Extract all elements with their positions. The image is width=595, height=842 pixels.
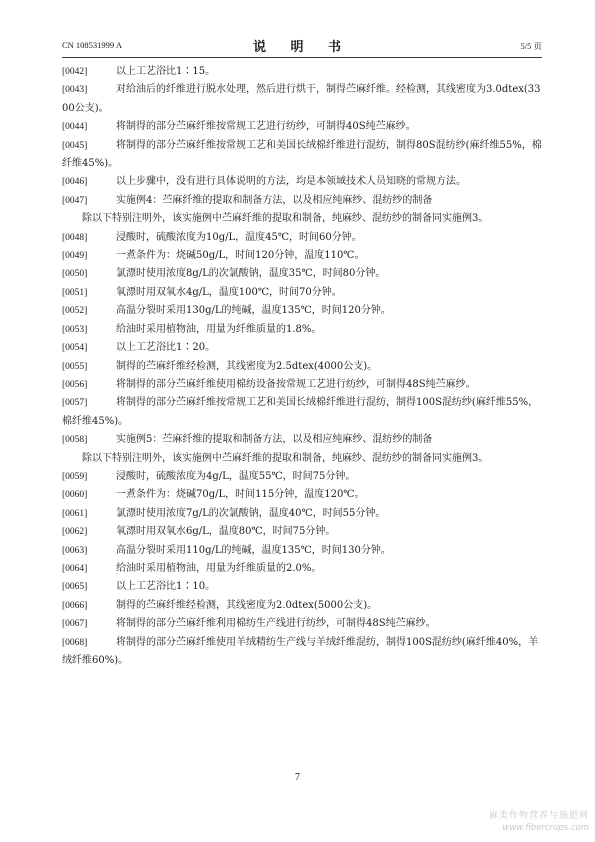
- paragraph-number: [0043]: [62, 85, 88, 96]
- paragraph-text: 以上步骤中，没有进行具体说明的方法，均是本领域技术人员知晓的常规方法。: [116, 176, 466, 188]
- paragraph: [62, 468, 542, 486]
- header-divider: [62, 57, 542, 58]
- paragraph-number: [0053]: [62, 324, 88, 335]
- paragraph-text: 将制得的部分苎麻纤维按常规工艺进行纺纱，可制得40S纯苎麻纱。: [116, 121, 416, 133]
- watermark: [489, 808, 589, 833]
- paragraph-text: 将制得的部分苎麻纤维使用羊绒精纺生产线与羊绒纤维混纺，制得100S混纺纱(麻纤维40%，羊绒纤维60%)。: [62, 636, 539, 666]
- page-indicator: 5/5 页: [520, 41, 542, 51]
- page-title: 说 明 书: [252, 40, 352, 55]
- watermark-site-name: 麻类作物营养与施肥网: [488, 811, 589, 821]
- paragraph: [62, 247, 542, 265]
- paragraph-text: 除以下特别注明外，该实施例中苎麻纤维的提取和制备，纯麻纱、混纺纱的制备同实施例3。: [82, 452, 489, 464]
- paragraph-number: [0068]: [62, 637, 88, 648]
- paragraph: [62, 486, 542, 504]
- paragraph-text: 将制得的部分苎麻纤维按常规工艺和美国长绒棉纤维进行混纺，制得80S混纺纱(麻纤维55%，棉纤维45%)。: [62, 139, 542, 170]
- patent-number: CN 108531999 A: [62, 40, 122, 50]
- paragraph: [62, 339, 542, 357]
- paragraph-text: 制得的苎麻纤维经检测，其线密度为2.5dtex(4000公支)。: [116, 360, 378, 372]
- paragraph-number: [0049]: [62, 251, 88, 262]
- paragraph-number: [0047]: [62, 195, 88, 206]
- paragraph: [62, 63, 542, 81]
- paragraph-text: 高温分裂时采用130g/L的纯碱，温度135℃，时间120分钟。: [116, 305, 391, 317]
- paragraph-text: 高温分裂时采用110g/L的纯碱，温度135℃，时间130分钟。: [116, 544, 391, 556]
- paragraph-text: 一煮条件为：烧碱70g/L，时间115分钟，温度120℃。: [116, 489, 365, 501]
- paragraph-number: [0051]: [62, 287, 88, 298]
- paragraph-number: [0057]: [62, 398, 88, 409]
- paragraph-number: [0046]: [62, 177, 88, 188]
- paragraph-text: 实施例4：苎麻纤维的提取和制备方法，以及相应纯麻纱、混纺纱的制备: [116, 194, 433, 206]
- paragraph-text: 将制得的部分苎麻纤维利用棉纺生产线进行纺纱，可制得48S纯苎麻纱。: [116, 618, 436, 630]
- paragraph: [62, 597, 542, 615]
- paragraph-text: 以上工艺浴比1∶20。: [116, 342, 216, 354]
- page-number: 7: [295, 772, 300, 783]
- page-header: [62, 36, 542, 55]
- paragraph-number: [0042]: [62, 67, 88, 77]
- paragraph-text: 对给油后的纤维进行脱水处理，然后进行烘干，制得苎麻纤维。经检测，其线密度为3.0dtex(3300公支)。: [62, 84, 541, 114]
- paragraph: [62, 302, 542, 320]
- paragraph: [62, 376, 542, 394]
- paragraph-text: 氯漂时使用浓度8g/L的次氯酸钠，温度35℃，时间80分钟。: [116, 268, 386, 280]
- paragraph: [62, 560, 542, 578]
- paragraph-text: 给油时采用植物油，用量为纤维质量的2.0%。: [116, 562, 322, 574]
- paragraph-text: 氧漂时用双氧水4g/L，温度100℃，时间70分钟。: [116, 286, 342, 298]
- paragraph: [62, 542, 542, 560]
- paragraph: [62, 284, 542, 302]
- paragraph: [62, 431, 542, 449]
- paragraph-text: 浸酸时，硫酸浓度为4g/L，温度55℃，时间75分钟。: [116, 470, 356, 482]
- paragraph-number: [0050]: [62, 269, 88, 280]
- paragraph-text: 给油时采用植物油，用量为纤维质量的1.8%。: [116, 323, 322, 335]
- watermark-url: www.fibercrops.com: [502, 823, 589, 833]
- paragraph: [62, 137, 542, 174]
- paragraph-text: 一煮条件为：烧碱50g/L，时间120分钟，温度110℃。: [116, 250, 365, 262]
- paragraph-number: [0056]: [62, 379, 88, 390]
- paragraph-number: [0061]: [62, 508, 88, 519]
- paragraph-number: [0063]: [62, 545, 88, 556]
- paragraph-number: [0064]: [62, 563, 88, 574]
- paragraph: [62, 394, 542, 431]
- paragraph: [62, 523, 542, 541]
- paragraph-text: 氧漂时用双氧水6g/L，温度80℃，时间75分钟。: [116, 526, 336, 538]
- paragraph: [62, 229, 542, 247]
- paragraph-number: [0054]: [62, 343, 88, 354]
- paragraph-number: [0058]: [62, 435, 88, 446]
- paragraph-number: [0059]: [62, 471, 88, 482]
- paragraph: [62, 578, 542, 596]
- paragraph-text: 以上工艺浴比1∶15。: [116, 66, 216, 77]
- paragraph-text: 除以下特别注明外，该实施例中苎麻纤维的提取和制备，纯麻纱、混纺纱的制备同实施例3。: [82, 213, 489, 225]
- paragraph-text: 制得的苎麻纤维经检测，其线密度为2.0dtex(5000公支)。: [116, 599, 378, 611]
- paragraph-number: [0060]: [62, 490, 88, 501]
- paragraph: [62, 505, 542, 523]
- paragraph-number: [0045]: [62, 140, 88, 151]
- paragraph: [62, 210, 542, 228]
- paragraph-text: 将制得的部分苎麻纤维按常规工艺和美国长绒棉纤维进行混纺，制得100S混纺纱(麻纤维55%，棉纤维45%)。: [62, 397, 539, 427]
- paragraph: [62, 450, 542, 468]
- paragraph-text: 浸酸时，硫酸浓度为10g/L，温度45℃，时间60分钟。: [116, 231, 362, 243]
- paragraph-number: [0044]: [62, 122, 88, 133]
- paragraph: [62, 81, 542, 118]
- paragraph-number: [0052]: [62, 306, 88, 317]
- paragraph: [62, 358, 542, 376]
- paragraph: [62, 615, 542, 633]
- paragraph-text: 氯漂时使用浓度7g/L的次氯酸钠，温度40℃，时间55分钟。: [116, 507, 386, 519]
- paragraph: [62, 265, 542, 283]
- paragraph-text: 实施例5：苎麻纤维的提取和制备方法，以及相应纯麻纱、混纺纱的制备: [116, 434, 433, 446]
- paragraph-number: [0055]: [62, 361, 88, 372]
- paragraph: [62, 192, 542, 210]
- paragraph-text: 以上工艺浴比1∶10。: [116, 581, 216, 593]
- paragraph-number: [0067]: [62, 619, 88, 630]
- paragraph: [62, 321, 542, 339]
- paragraph-number: [0062]: [62, 527, 88, 538]
- paragraph-number: [0065]: [62, 582, 88, 593]
- paragraph: [62, 173, 542, 191]
- paragraph-number: [0066]: [62, 600, 88, 611]
- paragraph-text: 将制得的部分苎麻纤维使用棉纺设备按常规工艺进行纺纱，可制得48S纯苎麻纱。: [116, 378, 476, 390]
- paragraph: [62, 634, 542, 671]
- document-body: [62, 63, 542, 670]
- paragraph-number: [0048]: [62, 232, 88, 243]
- paragraph: [62, 118, 542, 136]
